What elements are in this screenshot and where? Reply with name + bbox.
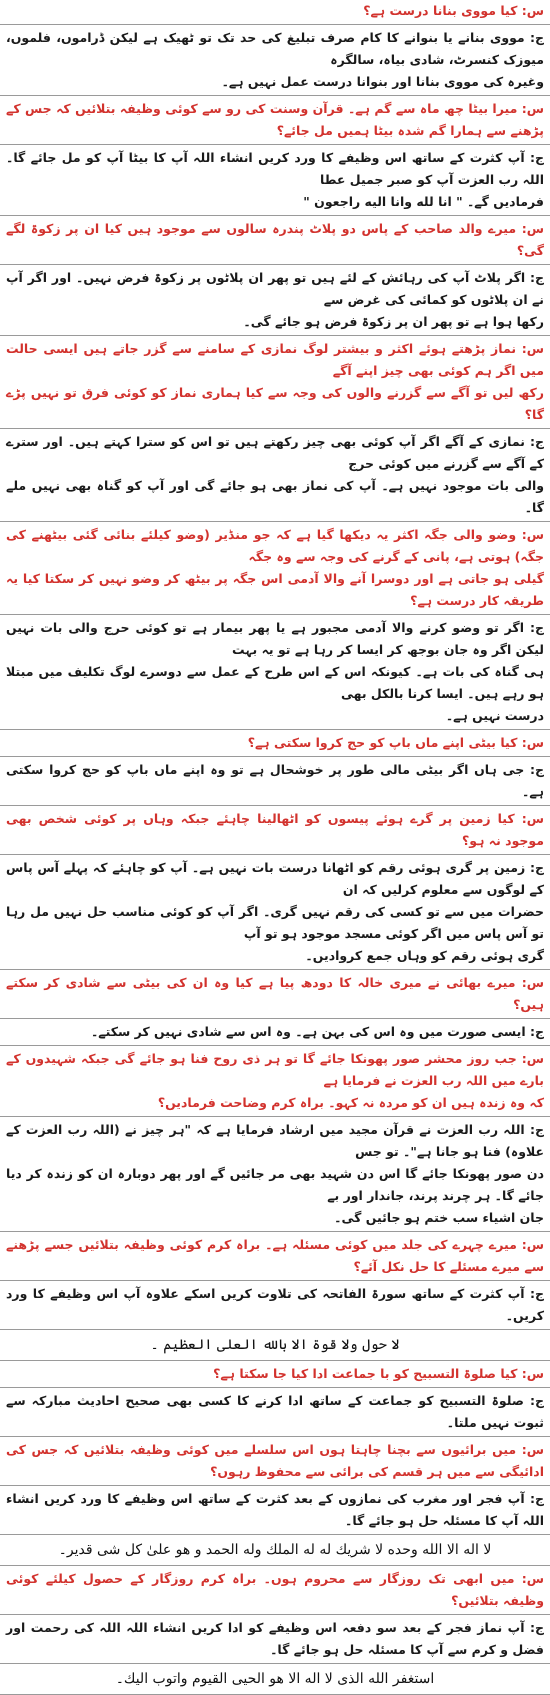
question-line: س: نماز پڑھتے ہوئے اکثر و بیشتر لوگ نمازی کے سامنے سے گزر جاتے ہیں ایسی حالت میں اگر ہم کوئی بھی چیز اپنے آگے	[6, 341, 544, 378]
divider	[0, 1045, 550, 1046]
answer-line: درست نہیں ہے۔	[445, 708, 544, 723]
answer-block	[0, 147, 550, 213]
question-line: س: کیا بیٹی اپنے ماں باپ کو حج کروا سکتی ہے؟	[247, 735, 544, 750]
question-line: س: کیا زمین پر گرے ہوئے پیسوں کو اٹھالینا چاہئے جبکہ وہاں پر کوئی شخص بھی موجود نہ ہو؟	[6, 811, 544, 848]
answer-block	[0, 267, 550, 333]
question-block	[0, 98, 550, 142]
answer-line: ج: صلوۃ التسبیح کو جماعت کے ساتھ ادا کرنے کا کسی بھی صحیح احادیث مبارکہ سے ثبوت نہیں ملتا۔	[6, 1393, 544, 1430]
answer-line: ج: اگر پلاٹ آپ کی رہائش کے لئے ہیں تو پھر ان پلاٹوں پر زکوۃ فرض نہیں۔ اور اگر آپ نے ان پلاٹوں کو کمائی کی غرض سے	[6, 270, 544, 307]
divider	[0, 95, 550, 96]
question-block	[0, 218, 550, 262]
divider	[0, 1534, 550, 1535]
prayer-block	[0, 1666, 550, 1692]
divider	[0, 854, 550, 855]
answer-line: وغیرہ کی مووی بنانا اور بنوانا درست عمل نہیں ہے۔	[221, 74, 544, 89]
answer-block	[0, 1617, 550, 1661]
answer-line: ج: آپ فجر اور مغرب کی نمازوں کے بعد کثرت کے ساتھ اس وظیفے کا ورد کریں انشاء اللہ آپ کا مسئلہ حل ہو جائے گا۔	[6, 1491, 544, 1528]
question-block	[0, 524, 550, 612]
divider	[0, 614, 550, 615]
divider	[0, 1231, 550, 1232]
question-line: س: میرے والد صاحب کے پاس دو پلاٹ پندرہ سالوں سے موجود ہیں کیا ان پر زکوۃ لگے گی؟	[6, 221, 544, 258]
answer-line: ج: اللہ رب العزت نے قرآن مجید میں ارشاد فرمایا ہے کہ "ہر چیز نے (اللہ رب العزت کے علاوہ) فنا ہو جانا ہے"۔ تو جس	[6, 1122, 544, 1159]
question-line: س: میرا بیٹا چھ ماہ سے گم ہے۔ قرآن وسنت کی رو سے کوئی وظیفہ بتلائیں کہ جس کے پڑھنے سے ہمارا گم شدہ بیٹا ہمیں مل جائے؟	[6, 101, 544, 138]
question-block	[0, 1568, 550, 1612]
question-line: س: وضو والی جگہ اکثر یہ دیکھا گیا ہے کہ جو منڈیر (وضو کیلئے بنائی گئی بیٹھنے کی جگہ) ہوتی ہے، پانی کے گرنے کی وجہ سے وہ جگہ	[6, 527, 544, 564]
answer-line: ج: جی ہاں اگر بیٹی مالی طور پر خوشحال ہے تو وہ اپنے ماں باپ کو حج کروا سکتی ہے۔	[6, 762, 544, 799]
answer-line: ج: آپ کثرت کے ساتھ اس وظیفے کا ورد کریں انشاء اللہ آپ کا بیٹا آپ کو مل جائے گا۔ اللہ رب العزت آپ کو صبر جمیل عطا	[6, 150, 544, 187]
divider	[0, 1663, 550, 1664]
answer-block	[0, 759, 550, 803]
answer-line: ج: مووی بنانے یا بنوانے کا کام صرف تبلیغ کی حد تک تو ٹھیک ہے لیکن ڈراموں، فلموں، میوزک کنسرٹ، شادی بیاہ، سالگرہ	[6, 30, 544, 67]
answer-block	[0, 431, 550, 519]
divider	[0, 215, 550, 216]
question-line: س: میرے بھائی نے میری خالہ کا دودھ پیا ہے کیا وہ ان کی بیٹی سے شادی کر سکتے ہیں؟	[6, 975, 544, 1012]
divider	[0, 729, 550, 730]
divider	[0, 1436, 550, 1437]
divider	[0, 521, 550, 522]
question-line: کہ وہ زندہ ہیں ان کو مردہ نہ کہو۔ براہ کرم وضاحت فرمادیں؟	[157, 1095, 544, 1110]
question-line: س: میرے چہرے کی جلد میں کوئی مسئلہ ہے۔ براہ کرم کوئی وظیفہ بتلائیں جسے پڑھنے سے میرے مسئلے کا حل نکل آئے؟	[6, 1237, 544, 1274]
answer-block	[0, 1119, 550, 1229]
divider	[0, 1565, 550, 1566]
question-line: رکھ لیں تو آگے سے گزرنے والوں کی وجہ سے کیا ہماری نماز کو کوئی فرق تو نہیں پڑے گا؟	[6, 385, 544, 422]
answer-block	[0, 1021, 550, 1043]
divider	[0, 144, 550, 145]
question-line: س: میں ابھی تک روزگار سے محروم ہوں۔ براہ کرم روزگار کے حصول کیلئے کوئی وظیفہ بتلائیں؟	[6, 1571, 544, 1608]
prayer-line: لا اله الا الله وحده لا شريك له له الملك وله الحمد و هو علىٰ كل شى قدير۔	[58, 1542, 492, 1558]
prayer-line: لا حول ولا قوة الا بالله العلى العظيم ۔	[150, 1337, 400, 1353]
answer-block	[0, 857, 550, 967]
answer-line: دن صور پھونکا جائے گا اس دن شہید بھی مر جائیں گے اور پھر دوبارہ ان کو زندہ کر دیا جائے گا۔ ہر چرند پرند، جاندار اور بے	[6, 1166, 544, 1203]
question-block	[0, 0, 550, 22]
divider	[0, 1280, 550, 1281]
prayer-block	[0, 1332, 550, 1358]
divider	[0, 969, 550, 970]
answer-line: ج: اگر تو وضو کرنے والا آدمی مجبور ہے یا پھر بیمار ہے تو کوئی حرج والی بات نہیں لیکن اگر وہ جان بوجھ کر ایسا کر رہا ہے تو یہ بہت	[6, 620, 544, 657]
divider	[0, 1018, 550, 1019]
answer-line: فرمادیں گے۔ " انا لله وانا اليه راجعون "	[303, 194, 544, 209]
answer-block	[0, 1390, 550, 1434]
divider	[0, 1614, 550, 1615]
answer-line: گری ہوئی رقم کو وہاں جمع کروادیں۔	[305, 948, 544, 963]
answer-block	[0, 1488, 550, 1532]
question-block	[0, 1439, 550, 1483]
question-block	[0, 1363, 550, 1385]
question-block	[0, 1234, 550, 1278]
answer-block	[0, 1283, 550, 1327]
divider	[0, 1116, 550, 1117]
prayer-line: استغفر الله الذى لا اله الا هو الحيى القيوم واتوب اليك۔	[115, 1671, 435, 1687]
divider	[0, 24, 550, 25]
divider	[0, 428, 550, 429]
answer-line: ج: نمازی کے آگے اگر آپ کوئی بھی چیز رکھتے ہیں تو اس کو سترا کہتے ہیں۔ اور سترے کے آگے سے گزرنے میں کوئی حرج	[6, 434, 544, 471]
answer-line: ج: آپ نماز فجر کے بعد سو دفعہ اس وظیفے کو ادا کریں انشاء اللہ اللہ کی رحمت اور فضل و کرم سے آپ کا مسئلہ حل ہو جائے گا۔	[6, 1620, 544, 1657]
divider	[0, 335, 550, 336]
divider	[0, 1360, 550, 1361]
question-block	[0, 972, 550, 1016]
answer-line: والی بات موجود نہیں ہے۔ آپ کی نماز بھی ہو جائے گی اور آپ کو گناہ بھی نہیں ملے گا۔	[6, 478, 544, 515]
divider	[0, 1387, 550, 1388]
question-line: س: جب روز محشر صور پھونکا جائے گا تو ہر ذی روح فنا ہو جائے گی جبکہ شہیدوں کے بارے میں اللہ رب العزت نے فرمایا ہے	[6, 1051, 544, 1088]
answer-line: ہی گناہ کی بات ہے۔ کیونکہ اس کے اس طرح کے عمل سے دوسرے لوگ تکلیف میں مبتلا ہو رہے ہیں۔ ایسا کرنا بالکل بھی	[6, 664, 544, 701]
question-line: س: میں برائیوں سے بچنا چاہتا ہوں اس سلسلے میں کوئی وظیفہ بتلائیں کہ جس کی ادائیگی سے میں ہر قسم کی برائی سے محفوظ رہوں؟	[6, 1442, 544, 1479]
divider	[0, 1485, 550, 1486]
question-block	[0, 1048, 550, 1114]
answer-line: حضرات میں سے تو کسی کی رقم نہیں گری۔ اگر آپ کو کوئی مناسب حل نہیں مل رہا تو آس پاس میں اگر کوئی مسجد موجود ہو تو آپ	[6, 904, 544, 941]
divider	[0, 264, 550, 265]
prayer-block	[0, 1537, 550, 1563]
answer-block	[0, 617, 550, 727]
question-block	[0, 338, 550, 426]
question-line: گیلی ہو جاتی ہے اور دوسرا آنے والا آدمی اس جگہ پر بیٹھ کر وضو نہیں کر سکتا کیا یہ طریقہ کار درست ہے؟	[6, 571, 544, 608]
divider	[0, 1329, 550, 1330]
question-block	[0, 808, 550, 852]
question-line: س: کیا مووی بنانا درست ہے؟	[363, 3, 544, 18]
divider	[0, 805, 550, 806]
answer-block	[0, 27, 550, 93]
answer-line: جان اشیاء سب ختم ہو جائیں گی۔	[334, 1210, 544, 1225]
answer-line: ج: ایسی صورت میں وہ اس کی بہن ہے۔ وہ اس سے شادی نہیں کر سکتے۔	[90, 1024, 544, 1039]
answer-line: ج: آپ کثرت کے ساتھ سورۃ الفاتحہ کی تلاوت کریں اسکے علاوہ آپ اس وظیفے کا ورد کریں۔	[6, 1286, 544, 1323]
answer-line: ج: زمین پر گری ہوئی رقم کو اٹھانا درست بات نہیں ہے۔ آپ کو چاہئے کہ پہلے آس پاس کے لوگوں سے معلوم کرلیں کہ ان	[6, 860, 544, 897]
question-line: س: کیا صلوۃ التسبیح کو با جماعت ادا کیا جا سکتا ہے؟	[213, 1366, 544, 1381]
question-block	[0, 732, 550, 754]
answer-line: رکھا ہوا ہے تو پھر ان پر زکوۃ فرض ہو جائے گی۔	[243, 314, 544, 329]
divider	[0, 756, 550, 757]
